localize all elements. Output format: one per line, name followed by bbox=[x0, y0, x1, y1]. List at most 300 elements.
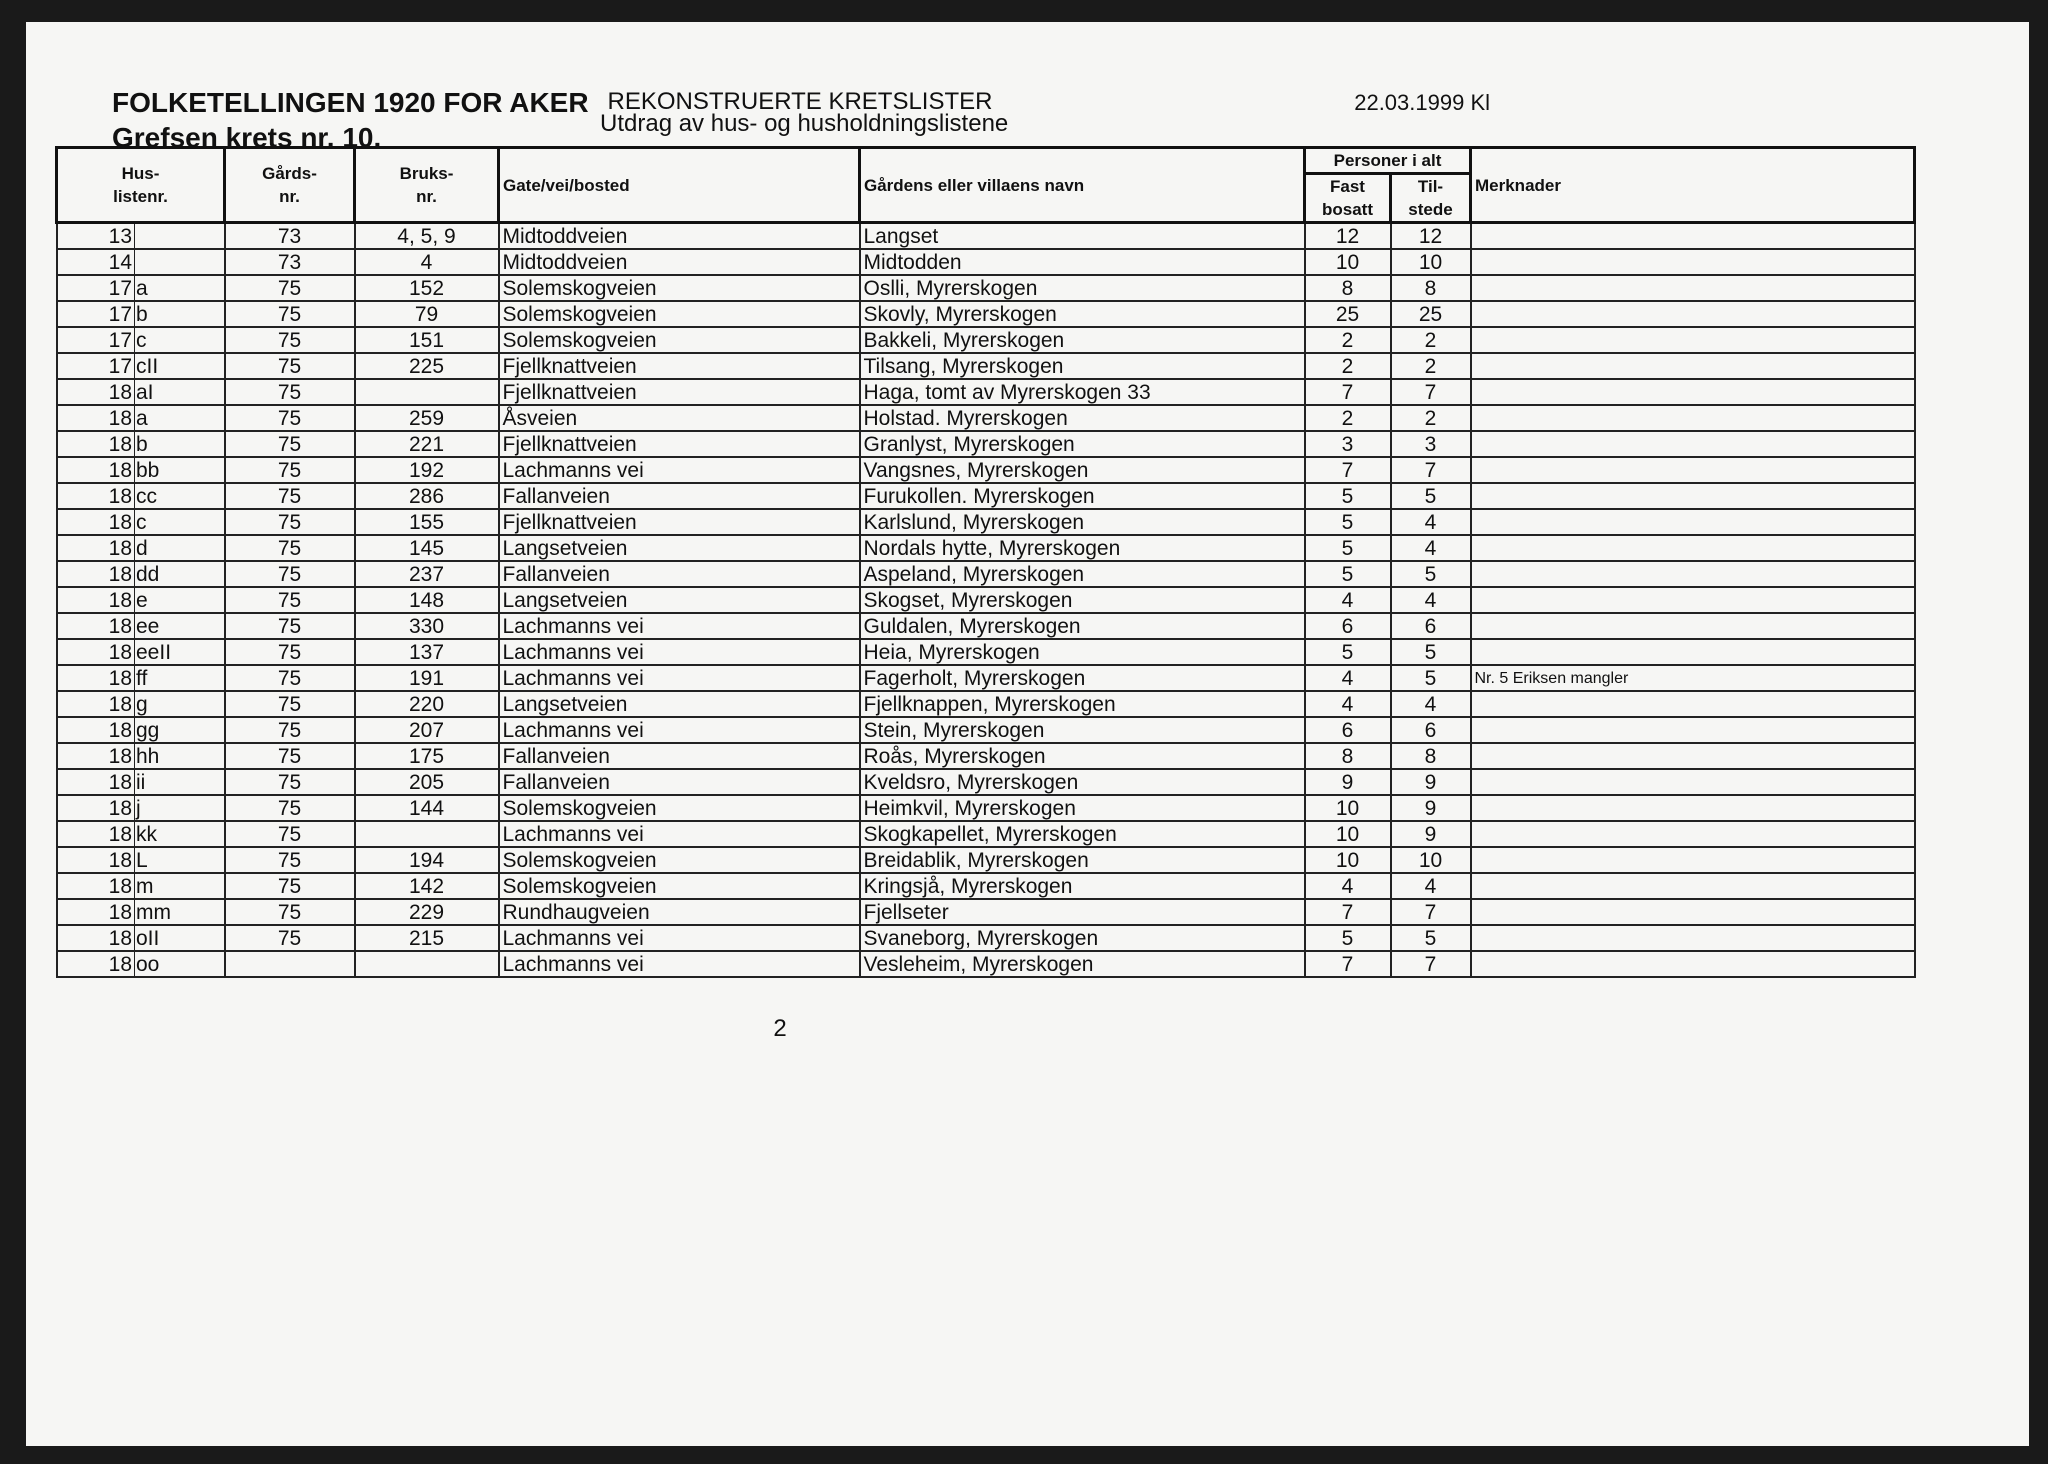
cell-gate-vei: Lachmanns vei bbox=[499, 717, 860, 743]
cell-hus-number: 17 bbox=[57, 353, 135, 379]
cell-gate-vei: Solemskogveien bbox=[499, 847, 860, 873]
cell-hus-number: 13 bbox=[57, 223, 135, 249]
cell-merknad bbox=[1471, 353, 1915, 379]
cell-merknad bbox=[1471, 795, 1915, 821]
cell-fast-bosatt: 9 bbox=[1305, 769, 1391, 795]
cell-gards-nr: 75 bbox=[225, 925, 355, 951]
cell-hus-number: 18 bbox=[57, 847, 135, 873]
table-row bbox=[57, 275, 1915, 301]
cell-gards-nr: 75 bbox=[225, 847, 355, 873]
cell-til-stede: 2 bbox=[1391, 405, 1471, 431]
cell-gard-navn: Heimkvil, Myrerskogen bbox=[860, 795, 1305, 821]
cell-merknad bbox=[1471, 613, 1915, 639]
cell-bruks-nr: 237 bbox=[355, 561, 499, 587]
cell-hus-number: 18 bbox=[57, 431, 135, 457]
cell-gards-nr: 75 bbox=[225, 899, 355, 925]
cell-gard-navn: Vesleheim, Myrerskogen bbox=[860, 951, 1305, 977]
cell-gards-nr: 75 bbox=[225, 873, 355, 899]
col-header-fast: Fast bosatt bbox=[1305, 174, 1391, 223]
cell-gards-nr: 73 bbox=[225, 249, 355, 275]
cell-til-stede: 4 bbox=[1391, 873, 1471, 899]
cell-bruks-nr: 152 bbox=[355, 275, 499, 301]
cell-til-stede: 5 bbox=[1391, 925, 1471, 951]
cell-til-stede: 3 bbox=[1391, 431, 1471, 457]
table-row bbox=[57, 301, 1915, 327]
cell-gate-vei: Rundhaugveien bbox=[499, 899, 860, 925]
cell-til-stede: 9 bbox=[1391, 821, 1471, 847]
cell-til-stede: 8 bbox=[1391, 743, 1471, 769]
cell-gard-navn: Langset bbox=[860, 223, 1305, 249]
cell-gate-vei: Solemskogveien bbox=[499, 795, 860, 821]
table-row bbox=[57, 353, 1915, 379]
table-row bbox=[57, 483, 1915, 509]
cell-fast-bosatt: 8 bbox=[1305, 743, 1391, 769]
cell-gard-navn: Svaneborg, Myrerskogen bbox=[860, 925, 1305, 951]
cell-hus-suffix: g bbox=[135, 691, 225, 717]
cell-hus-suffix: ee bbox=[135, 613, 225, 639]
cell-hus-number: 18 bbox=[57, 587, 135, 613]
cell-merknad bbox=[1471, 431, 1915, 457]
cell-gards-nr: 75 bbox=[225, 301, 355, 327]
cell-til-stede: 5 bbox=[1391, 665, 1471, 691]
cell-fast-bosatt: 2 bbox=[1305, 327, 1391, 353]
cell-fast-bosatt: 12 bbox=[1305, 223, 1391, 249]
cell-gard-navn: Oslli, Myrerskogen bbox=[860, 275, 1305, 301]
cell-gards-nr: 75 bbox=[225, 457, 355, 483]
cell-gards-nr: 75 bbox=[225, 665, 355, 691]
cell-til-stede: 4 bbox=[1391, 691, 1471, 717]
col-header-gards: Gårds- nr. bbox=[225, 148, 355, 223]
cell-fast-bosatt: 7 bbox=[1305, 379, 1391, 405]
cell-hus-suffix: bb bbox=[135, 457, 225, 483]
cell-gate-vei: Åsveien bbox=[499, 405, 860, 431]
cell-gard-navn: Tilsang, Myrerskogen bbox=[860, 353, 1305, 379]
cell-hus-number: 18 bbox=[57, 613, 135, 639]
census-rows bbox=[57, 223, 1915, 977]
cell-fast-bosatt: 5 bbox=[1305, 639, 1391, 665]
cell-merknad bbox=[1471, 899, 1915, 925]
table-row bbox=[57, 665, 1915, 691]
cell-merknad bbox=[1471, 535, 1915, 561]
cell-hus-suffix: b bbox=[135, 431, 225, 457]
cell-bruks-nr: 286 bbox=[355, 483, 499, 509]
table-row bbox=[57, 509, 1915, 535]
cell-merknad bbox=[1471, 925, 1915, 951]
cell-fast-bosatt: 5 bbox=[1305, 535, 1391, 561]
cell-gard-navn: Granlyst, Myrerskogen bbox=[860, 431, 1305, 457]
cell-fast-bosatt: 10 bbox=[1305, 795, 1391, 821]
cell-til-stede: 6 bbox=[1391, 613, 1471, 639]
cell-fast-bosatt: 7 bbox=[1305, 899, 1391, 925]
cell-gate-vei: Fallanveien bbox=[499, 769, 860, 795]
cell-merknad bbox=[1471, 509, 1915, 535]
cell-gards-nr bbox=[225, 951, 355, 977]
cell-merknad bbox=[1471, 743, 1915, 769]
table-row bbox=[57, 613, 1915, 639]
cell-merknad bbox=[1471, 275, 1915, 301]
document-heading: REKONSTRUERTE KRETSLISTER bbox=[607, 88, 993, 115]
cell-fast-bosatt: 4 bbox=[1305, 691, 1391, 717]
cell-gards-nr: 75 bbox=[225, 483, 355, 509]
cell-fast-bosatt: 5 bbox=[1305, 509, 1391, 535]
cell-hus-number: 18 bbox=[57, 457, 135, 483]
cell-gate-vei: Midtoddveien bbox=[499, 249, 860, 275]
col-header-hus: Hus- listenr. bbox=[57, 148, 225, 223]
cell-til-stede: 8 bbox=[1391, 275, 1471, 301]
cell-til-stede: 5 bbox=[1391, 639, 1471, 665]
cell-til-stede: 5 bbox=[1391, 561, 1471, 587]
cell-til-stede: 6 bbox=[1391, 717, 1471, 743]
cell-gate-vei: Lachmanns vei bbox=[499, 613, 860, 639]
table-row bbox=[57, 327, 1915, 353]
col-header-gate: Gate/vei/bosted bbox=[499, 148, 860, 223]
cell-gate-vei: Lachmanns vei bbox=[499, 457, 860, 483]
cell-hus-suffix: ff bbox=[135, 665, 225, 691]
cell-hus-number: 18 bbox=[57, 691, 135, 717]
cell-gate-vei: Solemskogveien bbox=[499, 873, 860, 899]
cell-fast-bosatt: 4 bbox=[1305, 587, 1391, 613]
cell-bruks-nr: 175 bbox=[355, 743, 499, 769]
cell-gards-nr: 75 bbox=[225, 275, 355, 301]
cell-hus-suffix: c bbox=[135, 327, 225, 353]
page-number: 2 bbox=[773, 1015, 787, 1042]
table-row bbox=[57, 899, 1915, 925]
cell-hus-suffix: cII bbox=[135, 353, 225, 379]
cell-hus-number: 18 bbox=[57, 379, 135, 405]
cell-gards-nr: 75 bbox=[225, 795, 355, 821]
cell-gards-nr: 75 bbox=[225, 431, 355, 457]
cell-hus-number: 17 bbox=[57, 327, 135, 353]
cell-fast-bosatt: 5 bbox=[1305, 925, 1391, 951]
cell-merknad bbox=[1471, 691, 1915, 717]
cell-gards-nr: 75 bbox=[225, 587, 355, 613]
cell-bruks-nr: 155 bbox=[355, 509, 499, 535]
cell-gate-vei: Langsetveien bbox=[499, 587, 860, 613]
table-row bbox=[57, 925, 1915, 951]
cell-til-stede: 5 bbox=[1391, 483, 1471, 509]
cell-hus-suffix: oII bbox=[135, 925, 225, 951]
cell-gate-vei: Lachmanns vei bbox=[499, 821, 860, 847]
cell-bruks-nr bbox=[355, 379, 499, 405]
cell-hus-number: 18 bbox=[57, 821, 135, 847]
cell-til-stede: 9 bbox=[1391, 795, 1471, 821]
cell-til-stede: 7 bbox=[1391, 379, 1471, 405]
cell-til-stede: 10 bbox=[1391, 847, 1471, 873]
cell-hus-suffix: b bbox=[135, 301, 225, 327]
cell-merknad bbox=[1471, 587, 1915, 613]
cell-merknad: Nr. 5 Eriksen mangler bbox=[1471, 665, 1915, 691]
cell-merknad bbox=[1471, 223, 1915, 249]
page-title: FOLKETELLINGEN 1920 FOR AKER bbox=[112, 87, 589, 118]
cell-gate-vei: Fjellknattveien bbox=[499, 379, 860, 405]
document-subheading: Utdrag av hus- og husholdningslistene bbox=[600, 110, 1009, 137]
cell-hus-number: 18 bbox=[57, 639, 135, 665]
cell-hus-suffix: hh bbox=[135, 743, 225, 769]
cell-gard-navn: Roås, Myrerskogen bbox=[860, 743, 1305, 769]
table-row bbox=[57, 561, 1915, 587]
cell-til-stede: 7 bbox=[1391, 899, 1471, 925]
cell-merknad bbox=[1471, 327, 1915, 353]
cell-gard-navn: Haga, tomt av Myrerskogen 33 bbox=[860, 379, 1305, 405]
col-header-merknader: Merknader bbox=[1471, 148, 1915, 223]
cell-merknad bbox=[1471, 821, 1915, 847]
table-row bbox=[57, 431, 1915, 457]
cell-hus-number: 18 bbox=[57, 873, 135, 899]
cell-fast-bosatt: 8 bbox=[1305, 275, 1391, 301]
cell-gate-vei: Langsetveien bbox=[499, 535, 860, 561]
cell-hus-suffix: a bbox=[135, 405, 225, 431]
cell-hus-number: 14 bbox=[57, 249, 135, 275]
cell-hus-number: 17 bbox=[57, 301, 135, 327]
cell-hus-suffix: c bbox=[135, 509, 225, 535]
cell-bruks-nr: 137 bbox=[355, 639, 499, 665]
table-row bbox=[57, 743, 1915, 769]
cell-bruks-nr: 192 bbox=[355, 457, 499, 483]
cell-til-stede: 12 bbox=[1391, 223, 1471, 249]
cell-til-stede: 2 bbox=[1391, 353, 1471, 379]
cell-hus-suffix: dd bbox=[135, 561, 225, 587]
cell-gard-navn: Skogset, Myrerskogen bbox=[860, 587, 1305, 613]
cell-hus-number: 18 bbox=[57, 561, 135, 587]
cell-gate-vei: Midtoddveien bbox=[499, 223, 860, 249]
cell-hus-number: 18 bbox=[57, 665, 135, 691]
cell-til-stede: 7 bbox=[1391, 951, 1471, 977]
cell-bruks-nr: 330 bbox=[355, 613, 499, 639]
census-table bbox=[55, 146, 1916, 978]
cell-fast-bosatt: 2 bbox=[1305, 353, 1391, 379]
cell-gards-nr: 75 bbox=[225, 353, 355, 379]
cell-gards-nr: 73 bbox=[225, 223, 355, 249]
cell-bruks-nr: 194 bbox=[355, 847, 499, 873]
cell-merknad bbox=[1471, 847, 1915, 873]
cell-hus-suffix: j bbox=[135, 795, 225, 821]
cell-gards-nr: 75 bbox=[225, 379, 355, 405]
cell-hus-suffix: oo bbox=[135, 951, 225, 977]
cell-hus-suffix: eeII bbox=[135, 639, 225, 665]
cell-gards-nr: 75 bbox=[225, 639, 355, 665]
cell-gard-navn: Breidablik, Myrerskogen bbox=[860, 847, 1305, 873]
cell-bruks-nr: 215 bbox=[355, 925, 499, 951]
cell-gards-nr: 75 bbox=[225, 509, 355, 535]
cell-til-stede: 10 bbox=[1391, 249, 1471, 275]
table-row bbox=[57, 587, 1915, 613]
cell-gards-nr: 75 bbox=[225, 769, 355, 795]
cell-hus-suffix: mm bbox=[135, 899, 225, 925]
cell-hus-suffix: kk bbox=[135, 821, 225, 847]
table-row bbox=[57, 873, 1915, 899]
table-row bbox=[57, 769, 1915, 795]
cell-gard-navn: Nordals hytte, Myrerskogen bbox=[860, 535, 1305, 561]
cell-gate-vei: Langsetveien bbox=[499, 691, 860, 717]
cell-gard-navn: Skovly, Myrerskogen bbox=[860, 301, 1305, 327]
cell-bruks-nr: 205 bbox=[355, 769, 499, 795]
cell-merknad bbox=[1471, 483, 1915, 509]
cell-gard-navn: Aspeland, Myrerskogen bbox=[860, 561, 1305, 587]
cell-fast-bosatt: 6 bbox=[1305, 717, 1391, 743]
cell-fast-bosatt: 7 bbox=[1305, 951, 1391, 977]
cell-gards-nr: 75 bbox=[225, 405, 355, 431]
cell-bruks-nr: 229 bbox=[355, 899, 499, 925]
cell-bruks-nr: 79 bbox=[355, 301, 499, 327]
cell-gard-navn: Holstad. Myrerskogen bbox=[860, 405, 1305, 431]
cell-gards-nr: 75 bbox=[225, 535, 355, 561]
cell-merknad bbox=[1471, 717, 1915, 743]
cell-gate-vei: Fjellknattveien bbox=[499, 509, 860, 535]
cell-gards-nr: 75 bbox=[225, 717, 355, 743]
cell-hus-number: 18 bbox=[57, 509, 135, 535]
cell-til-stede: 4 bbox=[1391, 535, 1471, 561]
cell-hus-suffix: m bbox=[135, 873, 225, 899]
cell-merknad bbox=[1471, 405, 1915, 431]
table-row bbox=[57, 457, 1915, 483]
cell-hus-suffix bbox=[135, 249, 225, 275]
cell-fast-bosatt: 10 bbox=[1305, 249, 1391, 275]
cell-gards-nr: 75 bbox=[225, 821, 355, 847]
cell-gate-vei: Solemskogveien bbox=[499, 301, 860, 327]
cell-fast-bosatt: 5 bbox=[1305, 483, 1391, 509]
cell-gate-vei: Lachmanns vei bbox=[499, 639, 860, 665]
cell-fast-bosatt: 3 bbox=[1305, 431, 1391, 457]
cell-bruks-nr: 207 bbox=[355, 717, 499, 743]
cell-hus-suffix: cc bbox=[135, 483, 225, 509]
cell-merknad bbox=[1471, 639, 1915, 665]
cell-bruks-nr: 151 bbox=[355, 327, 499, 353]
cell-merknad bbox=[1471, 301, 1915, 327]
cell-bruks-nr: 148 bbox=[355, 587, 499, 613]
cell-hus-number: 18 bbox=[57, 899, 135, 925]
cell-merknad bbox=[1471, 873, 1915, 899]
cell-gate-vei: Fallanveien bbox=[499, 561, 860, 587]
col-header-navn: Gårdens eller villaens navn bbox=[860, 148, 1305, 223]
table-row bbox=[57, 951, 1915, 977]
cell-gate-vei: Lachmanns vei bbox=[499, 925, 860, 951]
cell-hus-number: 18 bbox=[57, 951, 135, 977]
cell-merknad bbox=[1471, 457, 1915, 483]
cell-gard-navn: Heia, Myrerskogen bbox=[860, 639, 1305, 665]
cell-gard-navn: Skogkapellet, Myrerskogen bbox=[860, 821, 1305, 847]
cell-gard-navn: Guldalen, Myrerskogen bbox=[860, 613, 1305, 639]
cell-hus-number: 18 bbox=[57, 743, 135, 769]
cell-merknad bbox=[1471, 951, 1915, 977]
cell-gard-navn: Fjellknappen, Myrerskogen bbox=[860, 691, 1305, 717]
cell-fast-bosatt: 25 bbox=[1305, 301, 1391, 327]
cell-gard-navn: Kveldsro, Myrerskogen bbox=[860, 769, 1305, 795]
table-row bbox=[57, 847, 1915, 873]
cell-gards-nr: 75 bbox=[225, 691, 355, 717]
cell-merknad bbox=[1471, 249, 1915, 275]
cell-bruks-nr: 225 bbox=[355, 353, 499, 379]
cell-bruks-nr: 259 bbox=[355, 405, 499, 431]
cell-bruks-nr: 221 bbox=[355, 431, 499, 457]
document-date: 22.03.1999 Kl bbox=[1354, 90, 1490, 115]
cell-til-stede: 4 bbox=[1391, 587, 1471, 613]
cell-fast-bosatt: 4 bbox=[1305, 665, 1391, 691]
col-header-personer: Personer i alt bbox=[1305, 148, 1471, 174]
cell-gard-navn: Furukollen. Myrerskogen bbox=[860, 483, 1305, 509]
cell-hus-suffix: a bbox=[135, 275, 225, 301]
cell-gate-vei: Fallanveien bbox=[499, 483, 860, 509]
cell-gate-vei: Fjellknattveien bbox=[499, 431, 860, 457]
col-header-bruks: Bruks- nr. bbox=[355, 148, 499, 223]
cell-merknad bbox=[1471, 561, 1915, 587]
table-row bbox=[57, 821, 1915, 847]
cell-bruks-nr bbox=[355, 821, 499, 847]
cell-gards-nr: 75 bbox=[225, 613, 355, 639]
cell-hus-suffix: L bbox=[135, 847, 225, 873]
cell-gard-navn: Bakkeli, Myrerskogen bbox=[860, 327, 1305, 353]
cell-hus-number: 17 bbox=[57, 275, 135, 301]
cell-merknad bbox=[1471, 769, 1915, 795]
cell-hus-number: 18 bbox=[57, 769, 135, 795]
cell-hus-number: 18 bbox=[57, 535, 135, 561]
cell-til-stede: 9 bbox=[1391, 769, 1471, 795]
cell-bruks-nr bbox=[355, 951, 499, 977]
cell-merknad bbox=[1471, 379, 1915, 405]
cell-gate-vei: Fjellknattveien bbox=[499, 353, 860, 379]
cell-til-stede: 4 bbox=[1391, 509, 1471, 535]
cell-hus-suffix bbox=[135, 223, 225, 249]
cell-hus-suffix: d bbox=[135, 535, 225, 561]
page-subtitle: Grefsen krets nr. 10. bbox=[112, 122, 382, 153]
cell-hus-suffix: ii bbox=[135, 769, 225, 795]
cell-bruks-nr: 144 bbox=[355, 795, 499, 821]
cell-til-stede: 25 bbox=[1391, 301, 1471, 327]
table-row bbox=[57, 405, 1915, 431]
cell-til-stede: 7 bbox=[1391, 457, 1471, 483]
table-row bbox=[57, 249, 1915, 275]
cell-hus-number: 18 bbox=[57, 795, 135, 821]
cell-til-stede: 2 bbox=[1391, 327, 1471, 353]
cell-hus-number: 18 bbox=[57, 717, 135, 743]
cell-gard-navn: Fjellseter bbox=[860, 899, 1305, 925]
cell-gard-navn: Midtodden bbox=[860, 249, 1305, 275]
cell-bruks-nr: 191 bbox=[355, 665, 499, 691]
table-row bbox=[57, 795, 1915, 821]
cell-gard-navn: Karlslund, Myrerskogen bbox=[860, 509, 1305, 535]
cell-hus-number: 18 bbox=[57, 405, 135, 431]
cell-gate-vei: Solemskogveien bbox=[499, 275, 860, 301]
cell-gard-navn: Kringsjå, Myrerskogen bbox=[860, 873, 1305, 899]
cell-gate-vei: Lachmanns vei bbox=[499, 665, 860, 691]
cell-fast-bosatt: 10 bbox=[1305, 847, 1391, 873]
table-row bbox=[57, 535, 1915, 561]
cell-gate-vei: Lachmanns vei bbox=[499, 951, 860, 977]
table-row bbox=[57, 717, 1915, 743]
cell-gate-vei: Fallanveien bbox=[499, 743, 860, 769]
cell-gate-vei: Solemskogveien bbox=[499, 327, 860, 353]
cell-bruks-nr: 4 bbox=[355, 249, 499, 275]
table-row bbox=[57, 223, 1915, 249]
table-row bbox=[57, 691, 1915, 717]
cell-hus-number: 18 bbox=[57, 925, 135, 951]
table-row bbox=[57, 379, 1915, 405]
cell-bruks-nr: 145 bbox=[355, 535, 499, 561]
col-header-tilstede: Til- stede bbox=[1391, 174, 1471, 223]
cell-gards-nr: 75 bbox=[225, 561, 355, 587]
cell-fast-bosatt: 10 bbox=[1305, 821, 1391, 847]
cell-hus-suffix: gg bbox=[135, 717, 225, 743]
cell-gard-navn: Vangsnes, Myrerskogen bbox=[860, 457, 1305, 483]
cell-bruks-nr: 142 bbox=[355, 873, 499, 899]
cell-bruks-nr: 220 bbox=[355, 691, 499, 717]
cell-fast-bosatt: 7 bbox=[1305, 457, 1391, 483]
cell-fast-bosatt: 6 bbox=[1305, 613, 1391, 639]
table-row bbox=[57, 639, 1915, 665]
cell-fast-bosatt: 2 bbox=[1305, 405, 1391, 431]
cell-bruks-nr: 4, 5, 9 bbox=[355, 223, 499, 249]
cell-gards-nr: 75 bbox=[225, 743, 355, 769]
cell-fast-bosatt: 4 bbox=[1305, 873, 1391, 899]
